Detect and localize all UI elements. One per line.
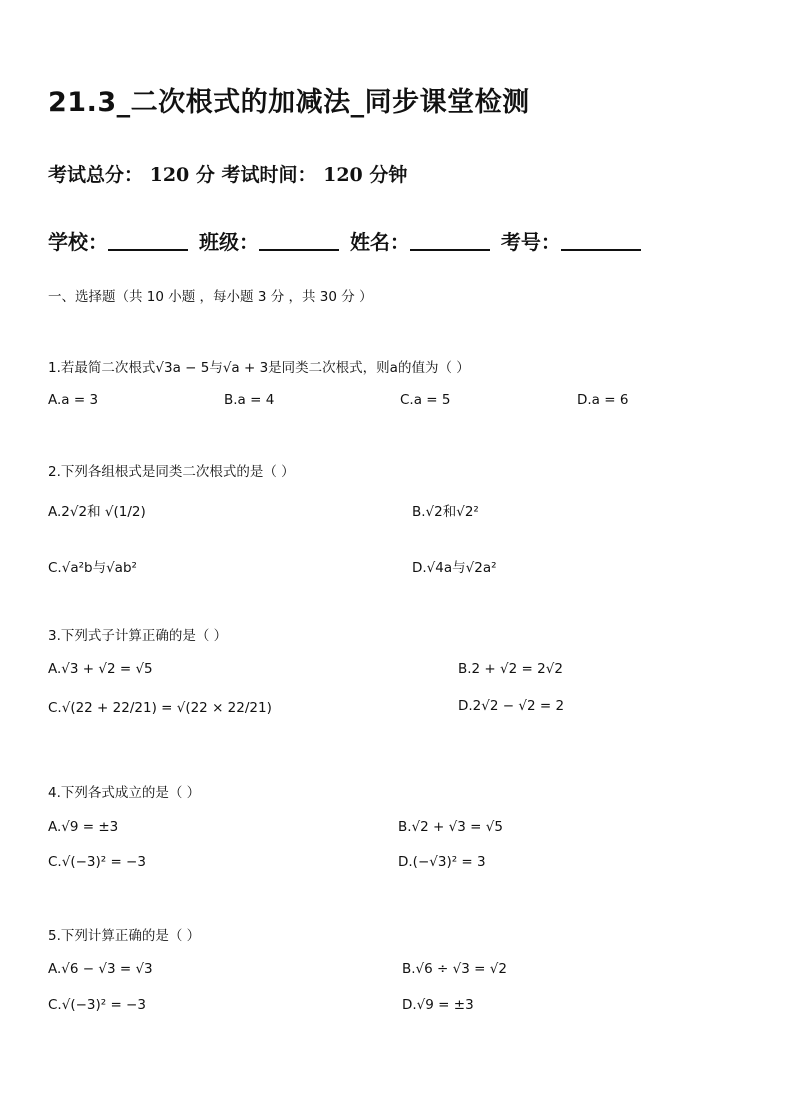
name-label: 姓名：: [349, 230, 410, 254]
question-4-option-d: D.(−√3)² = 3: [398, 854, 486, 870]
question-5-option-c: C.√(−3)² = −3: [48, 997, 146, 1013]
question-5-stem: 5.下列计算正确的是（ ）: [48, 928, 201, 944]
question-5-option-b: B.√6 ÷ √3 = √2: [402, 961, 507, 977]
question-1-option-d: D.a = 6: [577, 392, 629, 408]
question-1-stem: 1.若最简二次根式√3a − 5与√a + 3是同类二次根式，则a的值为（ ）: [48, 360, 470, 376]
section-heading: 一、选择题（共 10 小题 ，每小题 3 分 ，共 30 分 ）: [48, 289, 373, 305]
exam-number-label: 考号：: [500, 230, 561, 254]
question-4-option-a: A.√9 = ±3: [48, 819, 119, 835]
question-1-option-a: A.a = 3: [48, 392, 99, 408]
question-1-option-c: C.a = 5: [400, 392, 451, 408]
question-4-stem: 4.下列各式成立的是（ ）: [48, 785, 201, 801]
question-1-option-b: B.a = 4: [224, 392, 275, 408]
exam-number-blank: [561, 229, 641, 251]
question-3-option-c: C.√(22 + 22/21) = √(22 × 22/21): [48, 700, 272, 716]
class-label: 班级：: [198, 230, 259, 254]
exam-info: 考试总分： 120 分 考试时间： 120 分钟: [48, 164, 408, 186]
school-blank: [108, 229, 188, 251]
question-3-option-d: D.2√2 − √2 = 2: [458, 698, 565, 714]
question-5-option-d: D.√9 = ±3: [402, 997, 474, 1013]
class-blank: [259, 229, 339, 251]
question-4-option-c: C.√(−3)² = −3: [48, 854, 146, 870]
question-2-option-a: A.2√2和 √(1/2): [48, 504, 146, 520]
page-title: 21.3_二次根式的加减法_同步课堂检测: [48, 87, 530, 118]
question-2-option-c: C.√a²b与√ab²: [48, 560, 137, 576]
question-3-option-a: A.√3 + √2 = √5: [48, 661, 153, 677]
question-3-option-b: B.2 + √2 = 2√2: [458, 661, 563, 677]
question-2-stem: 2.下列各组根式是同类二次根式的是（ ）: [48, 464, 295, 480]
name-blank: [410, 229, 490, 251]
question-2-option-b: B.√2和√2²: [412, 504, 479, 520]
question-2-option-d: D.√4a与√2a²: [412, 560, 497, 576]
student-info-fields: [48, 226, 645, 255]
question-4-option-b: B.√2 + √3 = √5: [398, 819, 503, 835]
school-label: 学校：: [48, 230, 108, 254]
question-3-stem: 3.下列式子计算正确的是（ ）: [48, 628, 228, 644]
question-5-option-a: A.√6 − √3 = √3: [48, 961, 153, 977]
